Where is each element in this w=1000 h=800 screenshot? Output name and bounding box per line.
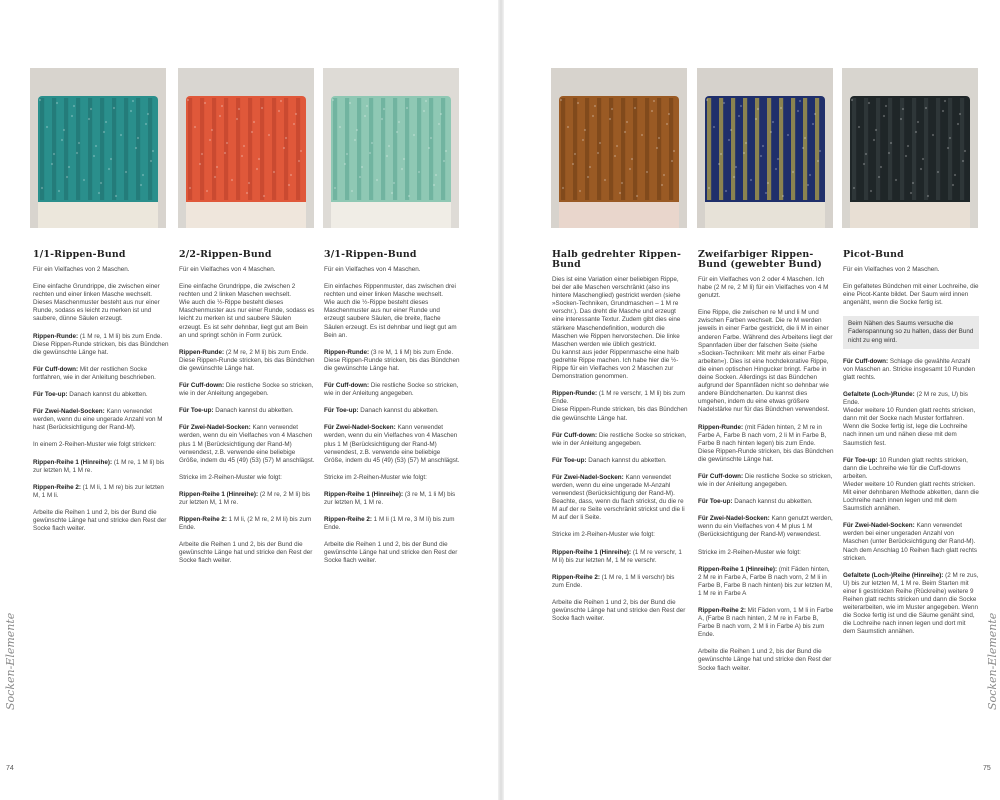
sock-illustration xyxy=(30,68,166,228)
paragraph-label: Für Toe-up: xyxy=(179,407,214,415)
paragraph xyxy=(33,366,169,382)
paragraph-text: Danach kannst du abketten. xyxy=(213,407,294,415)
paragraph-label: Rippen-Reihe 2: xyxy=(33,483,81,491)
paragraph-label: Für Zwei-Nadel-Socken: xyxy=(179,424,251,432)
paragraph-label: Rippen-Runde: xyxy=(552,390,598,398)
paragraph-text: (3 re M, 1 li M) bis zur letzten M, 1 M re. xyxy=(324,490,456,506)
paragraph-label: Für Toe-up: xyxy=(552,456,587,464)
paragraph-text: Eine Rippe, die zwischen re M und li M und zwischen Farben wechselt. Die re M werden jeweils in einer Farbe gestrickt, die li M in einer anderen Farbe. Während des Arbeitens liegt der Spannfaden über der falschen Seite (siehe »Socken-Techniken: Mit mehr als einer Farbe arbeiten«). Dies ist eine hochdekorative Rippe, die einen optischen Hingucker bringt. Farbe in deine Socken. Allerdings ist das Bündchen aufgrund der Spannfäden nicht so dehnbar wie andere Bündchenarten. Du kannst dies umgehen, indem du eine etwas größere Nadelstärke nur für das Bündchen verwendest. xyxy=(698,309,833,414)
paragraph-text: Kann verwendet werden bei einer ungeraden Anzahl von Maschen (unter Berücksichtigung der Rand-M). Nach dem Anschlag 10 Reihen flach glatt rechts stricken. xyxy=(843,522,978,562)
paragraph-label: Für Cuff-down: xyxy=(33,365,79,373)
paragraph xyxy=(324,424,460,464)
paragraph-text: 10 Runden glatt rechts stricken, dann die Lochreihe wie für die Cuff-downs arbeiten. Wieder weitere 10 Runden glatt rechts stricken. Mit einer dehnbaren Methode abketten, dann die Lochreihe nach innen legen und mit dem Saumstich annähen. xyxy=(843,456,979,513)
photo-red-2x2-rib xyxy=(178,68,314,228)
sock-illustration xyxy=(178,68,314,228)
paragraph xyxy=(324,474,460,482)
section-title: Zweifarbiger Rippen-Bund (gewebter Bund) xyxy=(698,249,822,270)
column-twisted-rib xyxy=(552,250,688,632)
section-title: 1/1-Rippen-Bund xyxy=(33,249,126,260)
paragraph-text: Die restliche Socke so stricken, wie in der Anleitung angegeben. xyxy=(179,382,314,398)
paragraph-label: Für Cuff-down: xyxy=(552,431,598,439)
paragraph-text: (2 M re, 2 M li) bis zum Ende. Diese Rippen-Runde stricken, bis das Bündchen die gewünschte Länge hat. xyxy=(179,348,315,372)
column-picot-cuff xyxy=(843,250,979,645)
paragraph-text: In einem 2-Reihen-Muster wie folgt stricken: xyxy=(33,441,156,449)
paragraph-text: Arbeite die Reihen 1 und 2, bis der Bund die gewünschte Länge hat und stricke den Rest der Socke flach weiter. xyxy=(324,541,458,565)
paragraph-text: 1 M li (1 M re, 3 M li) bis zum Ende. xyxy=(324,516,455,532)
paragraph-label: Rippen-Runde: xyxy=(179,348,225,356)
paragraph-label: Rippen-Reihe 1 (Hinreihe): xyxy=(698,565,778,573)
paragraph-text: Eine einfache Grundrippe, die zwischen einer rechten und einer linken Masche wechselt. Dieses Maschenmuster besteht aus nur einer Runde, sodass es leicht zu merken ist und saubere, dünne Säulen erzeugt. xyxy=(33,283,160,323)
paragraph xyxy=(552,276,688,381)
paragraph xyxy=(33,333,169,357)
paragraph-text: Arbeite die Reihen 1 und 2, bis der Bund die gewünschte Länge hat und stricke den Rest der Socke flach weiter. xyxy=(698,648,832,672)
column-2x2-rib xyxy=(179,250,315,575)
paragraph xyxy=(698,309,834,414)
paragraph-text: Für ein Vielfaches von 4 Maschen. xyxy=(324,266,421,273)
side-label-right-text: Socken-Elemente xyxy=(986,612,999,710)
paragraph xyxy=(552,599,688,623)
side-label-left xyxy=(4,600,16,710)
paragraph-text: (1 M re verschr, 1 M li) bis zum Ende. Diese Rippen-Runde stricken, bis das Bündchen die gewünschte Länge hat. xyxy=(552,390,688,422)
page-gutter xyxy=(498,0,504,800)
paragraph xyxy=(698,424,834,464)
paragraph-text: (1 M re, 1 M li) bis zum Ende. Diese Rippen-Runde stricken, bis das Bündchen die gewünschte Länge hat. xyxy=(33,332,169,356)
sock-illustration xyxy=(551,68,687,228)
paragraph-text: (1 M li, 1 M re) bis zur letzten M, 1 M li. xyxy=(33,483,164,499)
paragraph xyxy=(843,457,979,514)
paragraph-text: Arbeite die Reihen 1 und 2, bis der Bund die gewünschte Länge hat und stricke den Rest der Socke flach weiter. xyxy=(33,508,167,533)
paragraph-label: Für Cuff-down: xyxy=(179,382,225,390)
paragraph-text: Mit der restlichen Socke fortfahren, wie in der Anleitung beschrieben. xyxy=(33,365,156,381)
paragraph-text: Danach kannst du abketten. xyxy=(732,498,813,506)
paragraph xyxy=(552,474,688,523)
paragraph-label: Gefaltete (Loch-)Reihe (Hinreihe): xyxy=(843,571,944,579)
paragraph-text: Ein einfaches Rippenmuster, das zwischen drei rechten und einer linken Masche wechselt. Wie auch die ½-Rippe besteht dieses Maschenmuster aus nur einer Runde und erzeugt saubere Säulen, die breite, flache Säulen erzeugt. Es ist dehnbar und liegt gut am Bein an. xyxy=(324,283,457,339)
paragraph xyxy=(179,266,315,274)
paragraph xyxy=(843,391,979,448)
paragraph-text: 1 M li, (2 M re, 2 M li) bis zum Ende. xyxy=(179,516,312,532)
paragraph-text: Stricke im 2-Reihen-Muster wie folgt: xyxy=(552,531,655,539)
paragraph-label: Für Toe-up: xyxy=(324,407,359,415)
paragraph xyxy=(698,566,834,598)
paragraph xyxy=(179,474,315,482)
paragraph-text: Kann genutzt werden, wenn du ein Vielfaches von 4 M plus 1 M (Berücksichtigung der Rand-M) verwendest. xyxy=(698,515,833,539)
paragraph-text: Kann verwendet werden, wenn du ein Vielfaches von 4 Maschen plus 1 M (Berücksichtigung der Rand-M) verwendest, z.B. verwende eine beliebige Größe, indem du 45 (49) (53) (57) M anschlägst. xyxy=(324,424,460,464)
paragraph-label: Für Cuff-down: xyxy=(843,357,889,365)
paragraph xyxy=(552,390,688,422)
paragraph-text: Stricke im 2-Reihen-Muster wie folgt: xyxy=(324,473,427,481)
paragraph-text: (2 M re zus, U) bis Ende. Wieder weitere 10 Runden glatt rechts stricken, dann mit der Socke nach Muster fortfahren. Wenn die Socke fertig ist, lege die Lochreihe nach innen um und nähen diese mit dem Saumstich fest. xyxy=(843,390,976,447)
paragraph-text: (3 re M, 1 li M) bis zum Ende. Diese Rippen-Runde stricken, bis das Bündchen die gewünschte Länge hat. xyxy=(324,348,460,372)
paragraph-text: Arbeite die Reihen 1 und 2, bis der Bund die gewünschte Länge hat und stricke den Rest der Socke flach weiter. xyxy=(552,598,686,623)
paragraph xyxy=(843,266,979,274)
paragraph xyxy=(698,515,834,539)
paragraph-text: Stricke im 2-Reihen-Muster wie folgt: xyxy=(698,548,801,556)
paragraph xyxy=(698,276,834,300)
column-1x1-rib xyxy=(33,250,169,542)
paragraph xyxy=(324,283,460,340)
paragraph-label: Rippen-Reihe 1 (Hinreihe): xyxy=(324,490,404,498)
paragraph-text: Stricke im 2-Reihen-Muster wie folgt: xyxy=(179,473,282,481)
paragraph xyxy=(179,491,315,507)
paragraph-label: Rippen-Reihe 1 (Hinreihe): xyxy=(179,490,259,498)
paragraph-label: Für Toe-up: xyxy=(33,391,68,399)
photo-navy-yellow-corrugated-rib xyxy=(697,68,833,228)
paragraph xyxy=(324,266,460,274)
paragraph-text: Eine einfache Grundrippe, die zwischen 2 rechten und 2 linken Maschen wechselt. Wie auch die ½-Rippe besteht dieses Maschenmuster aus nur einer Runde, sodass es leicht zu merken ist und saubere Säulen erzeugt. Es ist sehr dehnbar, liegt gut am Bein an und springt schön in Form zurück. xyxy=(179,283,315,339)
section-title: 2/2-Rippen-Bund xyxy=(179,249,272,260)
paragraph-text: Kann verwendet werden, wenn du eine ungerade Anzahl von M hast (Berücksichtigung der Rand-M). xyxy=(33,408,163,432)
sock-illustration xyxy=(842,68,978,228)
paragraph xyxy=(698,549,834,557)
paragraph-label: Rippen-Runde: xyxy=(324,348,370,356)
section-title: Picot-Bund xyxy=(843,249,904,260)
paragraph-label: Für Zwei-Nadel-Socken: xyxy=(552,473,624,481)
paragraph-text: (mit Fäden hinten, 2 M re in Farbe A, Farbe B nach vorn, 2 li M in Farbe B, Farbe B nach hinten legen) bis zum Ende. Diese Rippen-Runde stricken, bis das Bündchen die gewünschte Länge hat. xyxy=(698,423,834,463)
paragraph-label: Gefaltete (Loch-)Runde: xyxy=(843,390,915,398)
paragraph-text: Mit Fäden vorn, 1 M li in Farbe A, (Farbe B nach hinten, 2 M re in Farbe B, Farbe B nach vorn, 2 M li in Farbe A) bis zum Ende. xyxy=(698,607,834,639)
paragraph-label: Rippen-Reihe 2: xyxy=(698,607,746,614)
paragraph xyxy=(33,391,169,399)
paragraph-text: Für ein Vielfaches von 2 Maschen. xyxy=(33,266,130,273)
photo-brown-twisted-rib xyxy=(551,68,687,228)
paragraph xyxy=(698,498,834,506)
paragraph-label: Für Zwei-Nadel-Socken: xyxy=(324,424,396,432)
side-label-left-text: Socken-Elemente xyxy=(4,612,17,710)
photo-black-picot-cuff xyxy=(842,68,978,228)
paragraph xyxy=(552,457,688,465)
paragraph-label: Rippen-Reihe 2: xyxy=(179,516,227,524)
paragraph-text: (1 M re, 1 M li verschr) bis zum Ende. xyxy=(552,573,675,589)
paragraph-label: Für Zwei-Nadel-Socken: xyxy=(33,408,105,416)
paragraph xyxy=(698,607,834,639)
paragraph-text: Kann verwendet werden, wenn du eine ungerade M-Anzahl verwendest (Berücksichtigung der Rand-M). Beachte, dass, wenn du flach strickst, du die re M auf der re Seite verschränkt strickst und die li M auf der li Seite. xyxy=(552,473,685,522)
paragraph-text: Danach kannst du abketten. xyxy=(586,456,667,464)
paragraph-text: Ein gefaltetes Bündchen mit einer Lochreihe, die eine Picot-Kante bildet. Der Saum wird innen angenäht, wenn die Socke fertig ist. xyxy=(843,283,979,307)
paragraph xyxy=(698,473,834,489)
paragraph xyxy=(552,574,688,590)
paragraph-label: Für Toe-up: xyxy=(843,456,878,464)
paragraph-label: Für Toe-up: xyxy=(698,498,733,506)
paragraph-text: (mit Fäden hinten, 2 M re in Farbe A, Farbe B nach vorn, 2 M li in Farbe B, Farbe B nach hinten) bis zur letzten M, 1 M re in Farbe A xyxy=(698,565,833,597)
paragraph xyxy=(843,522,979,562)
paragraph xyxy=(324,349,460,373)
photo-mint-3x1-rib xyxy=(323,68,459,228)
paragraph-text: Für ein Vielfaches von 4 Maschen. xyxy=(179,266,276,273)
paragraph-label: Rippen-Reihe 1 (Hinreihe): xyxy=(33,458,113,466)
paragraph xyxy=(33,441,169,449)
tip-note: Beim Nähen des Saums versuche die Fadenspannung so zu halten, dass der Bund nicht zu eng wird. xyxy=(843,316,979,348)
paragraph-text: (2 M re zus, U) bis zur letzten M, 1 M re. Beim Starten mit einer li gestrickten Reihe (Rückreihe) weitere 9 Reihen glatt rechts stricken und dann die Socke weiterarbeiten, wie im Muster angegeben. Wenn die Socke fertig ist und die Säume genäht sind, die Lochreihe nach innen legen und dort mit dem Saumstich annähen. xyxy=(843,571,979,636)
paragraph xyxy=(179,283,315,340)
paragraph-text: Für ein Vielfaches von 2 oder 4 Maschen. Ich habe (2 M re, 2 M li) für ein Vielfaches von 4 M genutzt. xyxy=(698,276,829,300)
column-corrugated-rib xyxy=(698,250,834,682)
paragraph xyxy=(179,382,315,398)
section-title: 3/1-Rippen-Bund xyxy=(324,249,417,260)
paragraph-text: Dies ist eine Variation einer beliebigen Rippe, bei der alle Maschen verschränkt (also ins hintere Maschenglied) gestrickt werden (siehe »Socken-Techniken, Grundmaschen – 1 M re verschr.). Das dreht die Masche und erzeugt eine interessante Textur. Zudem gibt dies eine stärkere Maschendefinition, wodurch die Maschen wie Rippen hervorstechen. Die linke Maschen werden wie üblich gestrickt. Du kannst aus jeder Rippenmasche eine halb gedrehte Rippe machen. Ich habe hier die ½-Rippe für ein Vielfaches von 2 Maschen zur Demonstration genommen. xyxy=(552,276,681,381)
paragraph-text: (2 M re, 2 M li) bis zur letzten M, 1 M re. xyxy=(179,490,311,506)
paragraph xyxy=(552,531,688,539)
paragraph xyxy=(33,283,169,323)
paragraph xyxy=(843,358,979,382)
paragraph-label: Für Zwei-Nadel-Socken: xyxy=(698,515,770,523)
paragraph xyxy=(33,408,169,432)
paragraph-text: Die restliche Socke so stricken, wie in der Anleitung angegeben. xyxy=(552,431,687,447)
paragraph-text: Für ein Vielfaches von 2 Maschen. xyxy=(843,266,940,273)
column-3x1-rib xyxy=(324,250,460,575)
paragraph-label: Für Cuff-down: xyxy=(698,472,744,480)
paragraph-text: Die restliche Socke so stricken, wie in der Anleitung angegeben. xyxy=(698,472,833,489)
paragraph-label: Für Zwei-Nadel-Socken: xyxy=(843,522,915,530)
paragraph-text: (1 M re verschr, 1 M li) bis zur letzten M, 1 M re verschr. xyxy=(552,548,682,564)
paragraph xyxy=(179,541,315,565)
paragraph xyxy=(179,424,315,464)
paragraph-label: Rippen-Reihe 2: xyxy=(552,573,600,581)
paragraph-label: Rippen-Reihe 2: xyxy=(324,516,372,524)
paragraph xyxy=(552,432,688,448)
paragraph xyxy=(179,516,315,532)
paragraph xyxy=(33,509,169,533)
paragraph-text: (1 M re, 1 M li) bis zur letzten M, 1 M re. xyxy=(33,458,165,474)
paragraph xyxy=(324,491,460,507)
paragraph xyxy=(324,516,460,532)
paragraph xyxy=(179,407,315,415)
paragraph-label: Rippen-Reihe 1 (Hinreihe): xyxy=(552,548,632,556)
section-title: Halb gedrehter Rippen-Bund xyxy=(552,249,682,270)
paragraph xyxy=(324,407,460,415)
paragraph-label: Rippen-Runde: xyxy=(698,423,744,431)
page-number-right: 75 xyxy=(983,765,991,772)
page-number-left: 74 xyxy=(6,765,14,772)
sock-illustration xyxy=(697,68,833,228)
paragraph xyxy=(698,648,834,672)
side-label-right xyxy=(986,600,998,710)
photo-teal-1x1-rib xyxy=(30,68,166,228)
paragraph-label: Für Cuff-down: xyxy=(324,382,370,390)
paragraph-text: Die restliche Socke so stricken, wie in der Anleitung angegeben. xyxy=(324,382,459,398)
paragraph-text: Danach kannst du abketten. xyxy=(67,391,148,399)
paragraph xyxy=(324,382,460,398)
paragraph-text: Kann verwendet werden, wenn du ein Vielfaches von 4 Maschen plus 1 M (Berücksichtigung der Rand-M) verwendest, z.B. verwende eine beliebige Größe, indem du 45 (49) (53) (57) M anschlägst. xyxy=(179,424,315,464)
paragraph xyxy=(33,484,169,500)
paragraph xyxy=(33,459,169,475)
paragraph xyxy=(324,541,460,565)
paragraph xyxy=(843,283,979,307)
paragraph-text: Danach kannst du abketten. xyxy=(358,407,439,415)
paragraph-text: Schlage die gewählte Anzahl von Maschen an. Stricke insgesamt 10 Runden glatt rechts. xyxy=(843,357,975,381)
paragraph xyxy=(33,266,169,274)
paragraph-label: Rippen-Runde: xyxy=(33,332,79,340)
paragraph xyxy=(179,349,315,373)
paragraph-text: Arbeite die Reihen 1 und 2, bis der Bund die gewünschte Länge hat und stricke den Rest der Socke flach weiter. xyxy=(179,541,313,565)
paragraph xyxy=(843,572,979,637)
paragraph xyxy=(552,549,688,565)
sock-illustration xyxy=(323,68,459,228)
